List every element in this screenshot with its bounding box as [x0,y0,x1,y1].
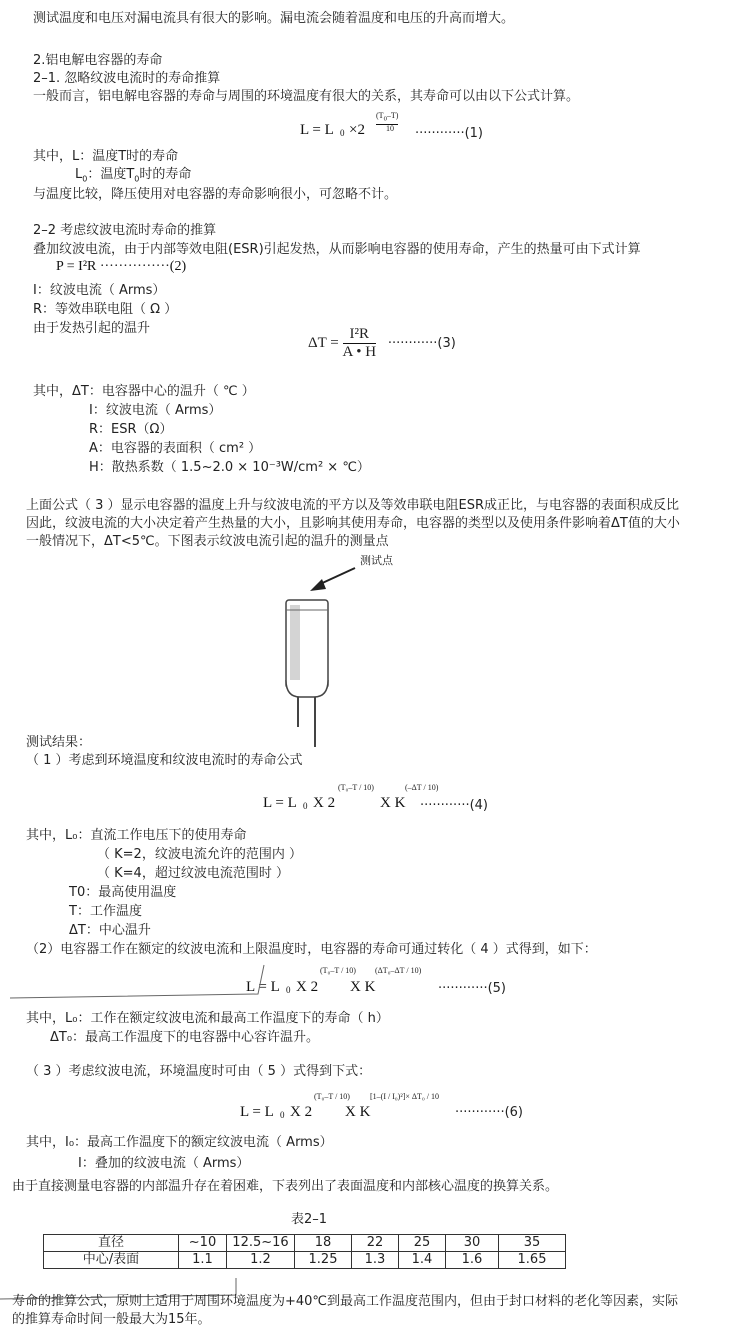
capacitor-base [286,680,328,697]
table-cell: 25 [399,1235,446,1252]
where-line: 其中，I₀：最高工作温度下的额定纹波电流（ Arms） [26,1135,333,1150]
table-caption: 表2–1 [291,1212,328,1227]
arrow-line [318,568,355,585]
where-line: I：纹波电流（ Arms） [89,403,222,418]
section-title: 2.铝电解电容器的寿命 [33,53,163,68]
table-cell: 1.6 [446,1252,499,1269]
where-line: ΔT：中心温升 [69,923,151,938]
arrow-head-icon [310,579,326,591]
table-cell: 35 [499,1235,566,1252]
paragraph: 一般情况下，ΔT<5℃。下图表示纹波电流引起的温升的测量点 [26,534,389,549]
where-line: （ K=2，纹波电流允许的范围内 ） [97,847,302,862]
where-line: 其中，L：温度T时的寿命 [33,149,179,164]
results-title: 测试结果： [26,735,92,750]
intro-text: 测试温度和电压对漏电流具有很大的影响。漏电流会随着温度和电压的升高而增大。 [33,11,515,26]
table-cell: 1.4 [399,1252,446,1269]
formula-2: P = I²R ···············(2) [56,259,187,274]
paragraph: （ 1 ）考虑到环境温度和纹波电流时的寿命公式 [26,753,303,768]
footer-text: 的推算寿命时间一般最大为15年。 [12,1312,211,1327]
table-cell: 22 [352,1235,399,1252]
paragraph: 因此，纹波电流的大小决定着产生热量的大小，且影响其使用寿命，电容器的类型以及使用条件影响着ΔT值的大小 [26,516,680,531]
where-line: T0：最高使用温度 [69,885,177,900]
formula-lhs: L = L [300,122,334,138]
paragraph: 与温度比较，降压使用对电容器的寿命影响很小，可忽略不计。 [33,187,398,202]
table-cell: 12.5~16 [227,1235,295,1252]
table-cell: 30 [446,1235,499,1252]
subsection-title: 2–1. 忽略纹波电流时的寿命推算 [33,71,221,86]
where-line: R：ESR（Ω） [89,422,173,437]
table-header-cell: 中心/表面 [44,1252,179,1269]
paragraph: 由于发热引起的温升 [33,321,151,336]
subsection-title: 2–2 考虑纹波电流时寿命的推算 [33,223,217,238]
table-row [44,1235,566,1252]
formula-subscript: 0 [340,128,345,138]
table-cell: 1.25 [295,1252,352,1269]
where-line: $L_0$：温度$T_0$时的寿命 [75,167,192,184]
conversion-table [43,1234,566,1269]
table-cell: 1.1 [179,1252,227,1269]
where-line: I：叠加的纹波电流（ Arms） [78,1156,250,1171]
where-line: （ K=4，超过纹波电流范围时 ） [97,866,289,881]
paragraph: 由于直接测量电容器的内部温升存在着困难，下表列出了表面温度和内部核心温度的换算关系。 [12,1179,559,1194]
table-cell: 1.2 [227,1252,295,1269]
paragraph: 一般而言，铝电解电容器的寿命与周围的环境温度有很大的关系，其寿命可以由以下公式计算。 [33,89,580,104]
where-line: T：工作温度 [69,904,142,919]
formula-3: ΔT = $\frac{\text{I²R}}{A • H}$ ············(3) [308,326,456,360]
where-line: H：散热系数（ 1.5~2.0 × 10⁻³W/cm² × ℃） [89,460,370,475]
where-line: 其中，L₀：工作在额定纹波电流和最高工作温度下的寿命（ h） [26,1011,389,1026]
paragraph: 叠加纹波电流，由于内部等效电阻(ESR)引起发热，从而影响电容器的使用寿命，产生的热量可由下式计算 [33,242,641,257]
table-row [44,1252,566,1269]
table-cell: ~10 [179,1235,227,1252]
definition-line: R：等效串联电阻（ Ω ） [33,302,178,317]
table-header-cell: 直径 [44,1235,179,1252]
where-line: ΔT₀：最高工作温度下的电容器中心容许温升。 [50,1030,320,1045]
formula-base: ×2 [349,122,365,138]
formula-exp-den: 10 [386,124,394,133]
formula-exp-num: $(T_0-T)$ [376,111,399,123]
where-line: 其中，L₀：直流工作电压下的使用寿命 [26,828,247,843]
footer-text: 寿命的推算公式，原则上适用于周围环境温度为+40℃到最高工作温度范围内，但由于封口材料的老化等因素，实际 [12,1294,679,1309]
paragraph: （2）电容器工作在额定的纹波电流和上限温度时，电容器的寿命可通过转化（ 4 ）式得到，如下： [26,942,597,957]
capacitor-figure [270,555,380,755]
paragraph: （ 3 ）考虑纹波电流，环境温度时可由（ 5 ）式得到下式： [26,1064,372,1079]
table-cell: 1.65 [499,1252,566,1269]
definition-line: I：纹波电流（ Arms） [33,283,166,298]
where-line: 其中，ΔT：电容器中心的温升（ ℃ ） [33,384,255,399]
paragraph: 上面公式（ 3 ）显示电容器的温度上升与纹波电流的平方以及等效串联电阻ESR成正比，与电容器的表面积成反比 [26,498,680,513]
formula-number: ············(1) [415,126,484,141]
table-cell: 1.3 [352,1252,399,1269]
figure-label: 测试点 [360,554,393,567]
formula-5-bracket [10,960,270,1000]
where-line: A：电容器的表面积（ cm² ） [89,441,262,456]
table-cell: 18 [295,1235,352,1252]
